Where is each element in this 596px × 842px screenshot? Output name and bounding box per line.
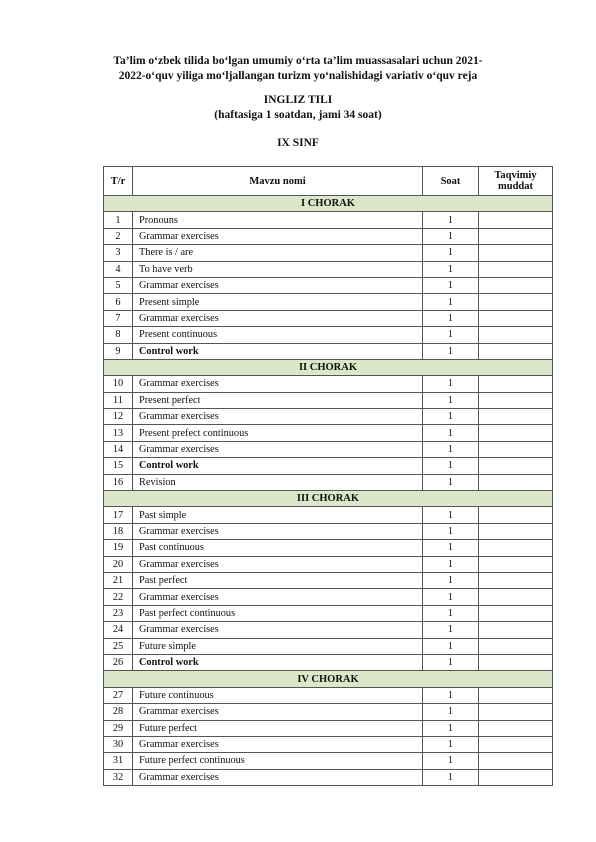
row-hours: 1 <box>423 458 479 474</box>
row-schedule <box>479 654 553 670</box>
row-topic: Past continuous <box>133 540 423 556</box>
row-schedule <box>479 753 553 769</box>
row-topic: Past perfect continuous <box>133 605 423 621</box>
row-topic: Grammar exercises <box>133 441 423 457</box>
row-topic: Past perfect <box>133 572 423 588</box>
quarter-header-row <box>104 359 553 375</box>
row-number: 21 <box>104 572 133 588</box>
row-number: 28 <box>104 704 133 720</box>
table-row <box>104 523 553 539</box>
row-schedule <box>479 474 553 490</box>
column-header-schedule: Taqvimiy muddat <box>479 167 553 196</box>
row-number: 32 <box>104 769 133 785</box>
row-topic: There is / are <box>133 245 423 261</box>
column-header-topic: Mavzu nomi <box>133 167 423 196</box>
row-number: 7 <box>104 310 133 326</box>
table-row <box>104 392 553 408</box>
row-number: 4 <box>104 261 133 277</box>
table-row <box>104 687 553 703</box>
row-hours: 1 <box>423 441 479 457</box>
row-topic: Grammar exercises <box>133 556 423 572</box>
row-topic: Grammar exercises <box>133 769 423 785</box>
row-schedule <box>479 720 553 736</box>
row-topic: Control work <box>133 654 423 670</box>
table-row <box>104 458 553 474</box>
row-hours: 1 <box>423 277 479 293</box>
row-topic: Present continuous <box>133 327 423 343</box>
row-number: 11 <box>104 392 133 408</box>
row-schedule <box>479 212 553 228</box>
row-number: 18 <box>104 523 133 539</box>
table-row <box>104 769 553 785</box>
table-row <box>104 474 553 490</box>
row-topic: Grammar exercises <box>133 704 423 720</box>
row-hours: 1 <box>423 753 479 769</box>
row-schedule <box>479 507 553 523</box>
quarter-header-row <box>104 196 553 212</box>
row-hours: 1 <box>423 392 479 408</box>
row-schedule <box>479 441 553 457</box>
row-schedule <box>479 343 553 359</box>
row-schedule <box>479 687 553 703</box>
table-row <box>104 654 553 670</box>
row-hours: 1 <box>423 294 479 310</box>
row-topic: Grammar exercises <box>133 310 423 326</box>
row-schedule <box>479 294 553 310</box>
row-number: 1 <box>104 212 133 228</box>
row-topic: Control work <box>133 343 423 359</box>
row-number: 22 <box>104 589 133 605</box>
row-number: 10 <box>104 376 133 392</box>
row-topic: Grammar exercises <box>133 589 423 605</box>
row-topic: Present simple <box>133 294 423 310</box>
table-row <box>104 409 553 425</box>
table-row <box>104 425 553 441</box>
table-row <box>104 736 553 752</box>
row-topic: Grammar exercises <box>133 622 423 638</box>
row-topic: Control work <box>133 458 423 474</box>
table-row <box>104 212 553 228</box>
table-row <box>104 704 553 720</box>
table-row <box>104 261 553 277</box>
row-schedule <box>479 605 553 621</box>
row-hours: 1 <box>423 212 479 228</box>
row-hours: 1 <box>423 638 479 654</box>
subject-title: INGLIZ TILI <box>263 94 333 106</box>
table-row <box>104 228 553 244</box>
row-number: 20 <box>104 556 133 572</box>
row-hours: 1 <box>423 622 479 638</box>
row-topic: Future continuous <box>133 687 423 703</box>
row-topic: Future perfect continuous <box>133 753 423 769</box>
row-hours: 1 <box>423 425 479 441</box>
row-schedule <box>479 277 553 293</box>
table-row <box>104 556 553 572</box>
row-number: 9 <box>104 343 133 359</box>
row-number: 2 <box>104 228 133 244</box>
row-topic: Grammar exercises <box>133 376 423 392</box>
row-hours: 1 <box>423 589 479 605</box>
table-row <box>104 753 553 769</box>
row-hours: 1 <box>423 376 479 392</box>
row-hours: 1 <box>423 409 479 425</box>
hours-note: (haftasiga 1 soatdan, jami 34 soat) <box>214 109 382 121</box>
row-topic: Pronouns <box>133 212 423 228</box>
row-topic: Grammar exercises <box>133 409 423 425</box>
row-hours: 1 <box>423 704 479 720</box>
row-hours: 1 <box>423 261 479 277</box>
row-schedule <box>479 327 553 343</box>
row-schedule <box>479 392 553 408</box>
row-topic: Grammar exercises <box>133 228 423 244</box>
row-number: 5 <box>104 277 133 293</box>
quarter-label: II CHORAK <box>104 359 553 375</box>
table-row <box>104 507 553 523</box>
row-topic: To have verb <box>133 261 423 277</box>
table-row <box>104 376 553 392</box>
row-number: 15 <box>104 458 133 474</box>
table-row <box>104 277 553 293</box>
row-number: 6 <box>104 294 133 310</box>
row-hours: 1 <box>423 572 479 588</box>
curriculum-table <box>103 166 553 786</box>
row-schedule <box>479 409 553 425</box>
row-topic: Future simple <box>133 638 423 654</box>
row-topic: Grammar exercises <box>133 277 423 293</box>
row-hours: 1 <box>423 523 479 539</box>
table-row <box>104 343 553 359</box>
table-row <box>104 638 553 654</box>
row-number: 27 <box>104 687 133 703</box>
row-hours: 1 <box>423 736 479 752</box>
row-hours: 1 <box>423 605 479 621</box>
row-topic: Present perfect <box>133 392 423 408</box>
row-number: 23 <box>104 605 133 621</box>
quarter-label: I CHORAK <box>104 196 553 212</box>
quarter-label: III CHORAK <box>104 491 553 507</box>
table-row <box>104 622 553 638</box>
quarter-header-row <box>104 491 553 507</box>
table-row <box>104 540 553 556</box>
row-topic: Future perfect <box>133 720 423 736</box>
row-schedule <box>479 425 553 441</box>
document-title-line-2: 2022-o‘quv yiliga mo‘ljallangan turizm yo‘nalishidagi variativ o‘quv reja <box>118 70 478 82</box>
row-number: 13 <box>104 425 133 441</box>
table-row <box>104 572 553 588</box>
row-hours: 1 <box>423 228 479 244</box>
row-number: 19 <box>104 540 133 556</box>
row-schedule <box>479 261 553 277</box>
row-schedule <box>479 572 553 588</box>
row-hours: 1 <box>423 245 479 261</box>
row-schedule <box>479 736 553 752</box>
row-number: 30 <box>104 736 133 752</box>
row-hours: 1 <box>423 343 479 359</box>
row-schedule <box>479 704 553 720</box>
row-topic: Grammar exercises <box>133 736 423 752</box>
row-hours: 1 <box>423 507 479 523</box>
row-number: 24 <box>104 622 133 638</box>
row-topic: Revision <box>133 474 423 490</box>
row-schedule <box>479 523 553 539</box>
row-number: 25 <box>104 638 133 654</box>
row-hours: 1 <box>423 654 479 670</box>
row-hours: 1 <box>423 540 479 556</box>
grade-title: IX SINF <box>277 137 319 149</box>
table-row <box>104 327 553 343</box>
row-hours: 1 <box>423 769 479 785</box>
row-number: 12 <box>104 409 133 425</box>
row-number: 17 <box>104 507 133 523</box>
row-schedule <box>479 540 553 556</box>
row-number: 29 <box>104 720 133 736</box>
table-row <box>104 294 553 310</box>
row-hours: 1 <box>423 556 479 572</box>
table-row <box>104 441 553 457</box>
quarter-label: IV CHORAK <box>104 671 553 687</box>
row-schedule <box>479 245 553 261</box>
row-schedule <box>479 228 553 244</box>
row-topic: Grammar exercises <box>133 523 423 539</box>
table-row <box>104 589 553 605</box>
row-hours: 1 <box>423 720 479 736</box>
row-schedule <box>479 622 553 638</box>
row-hours: 1 <box>423 310 479 326</box>
row-schedule <box>479 638 553 654</box>
document-title <box>0 54 596 84</box>
row-hours: 1 <box>423 687 479 703</box>
table-row <box>104 310 553 326</box>
row-number: 3 <box>104 245 133 261</box>
column-header-number: T/r <box>104 167 133 196</box>
row-topic: Past simple <box>133 507 423 523</box>
table-row <box>104 245 553 261</box>
row-number: 16 <box>104 474 133 490</box>
row-hours: 1 <box>423 327 479 343</box>
row-schedule <box>479 556 553 572</box>
row-schedule <box>479 589 553 605</box>
document-title-line-1: Ta’lim o‘zbek tilida bo‘lgan umumiy o‘rta ta’lim muassasalari uchun 2021- <box>113 55 483 67</box>
row-schedule <box>479 310 553 326</box>
row-schedule <box>479 376 553 392</box>
column-header-hours: Soat <box>423 167 479 196</box>
row-hours: 1 <box>423 474 479 490</box>
table-body <box>104 196 553 786</box>
table-row <box>104 720 553 736</box>
table-row <box>104 605 553 621</box>
quarter-header-row <box>104 671 553 687</box>
row-topic: Present prefect continuous <box>133 425 423 441</box>
row-schedule <box>479 769 553 785</box>
row-number: 31 <box>104 753 133 769</box>
row-number: 26 <box>104 654 133 670</box>
row-schedule <box>479 458 553 474</box>
table-header-row <box>104 167 553 196</box>
row-number: 14 <box>104 441 133 457</box>
row-number: 8 <box>104 327 133 343</box>
